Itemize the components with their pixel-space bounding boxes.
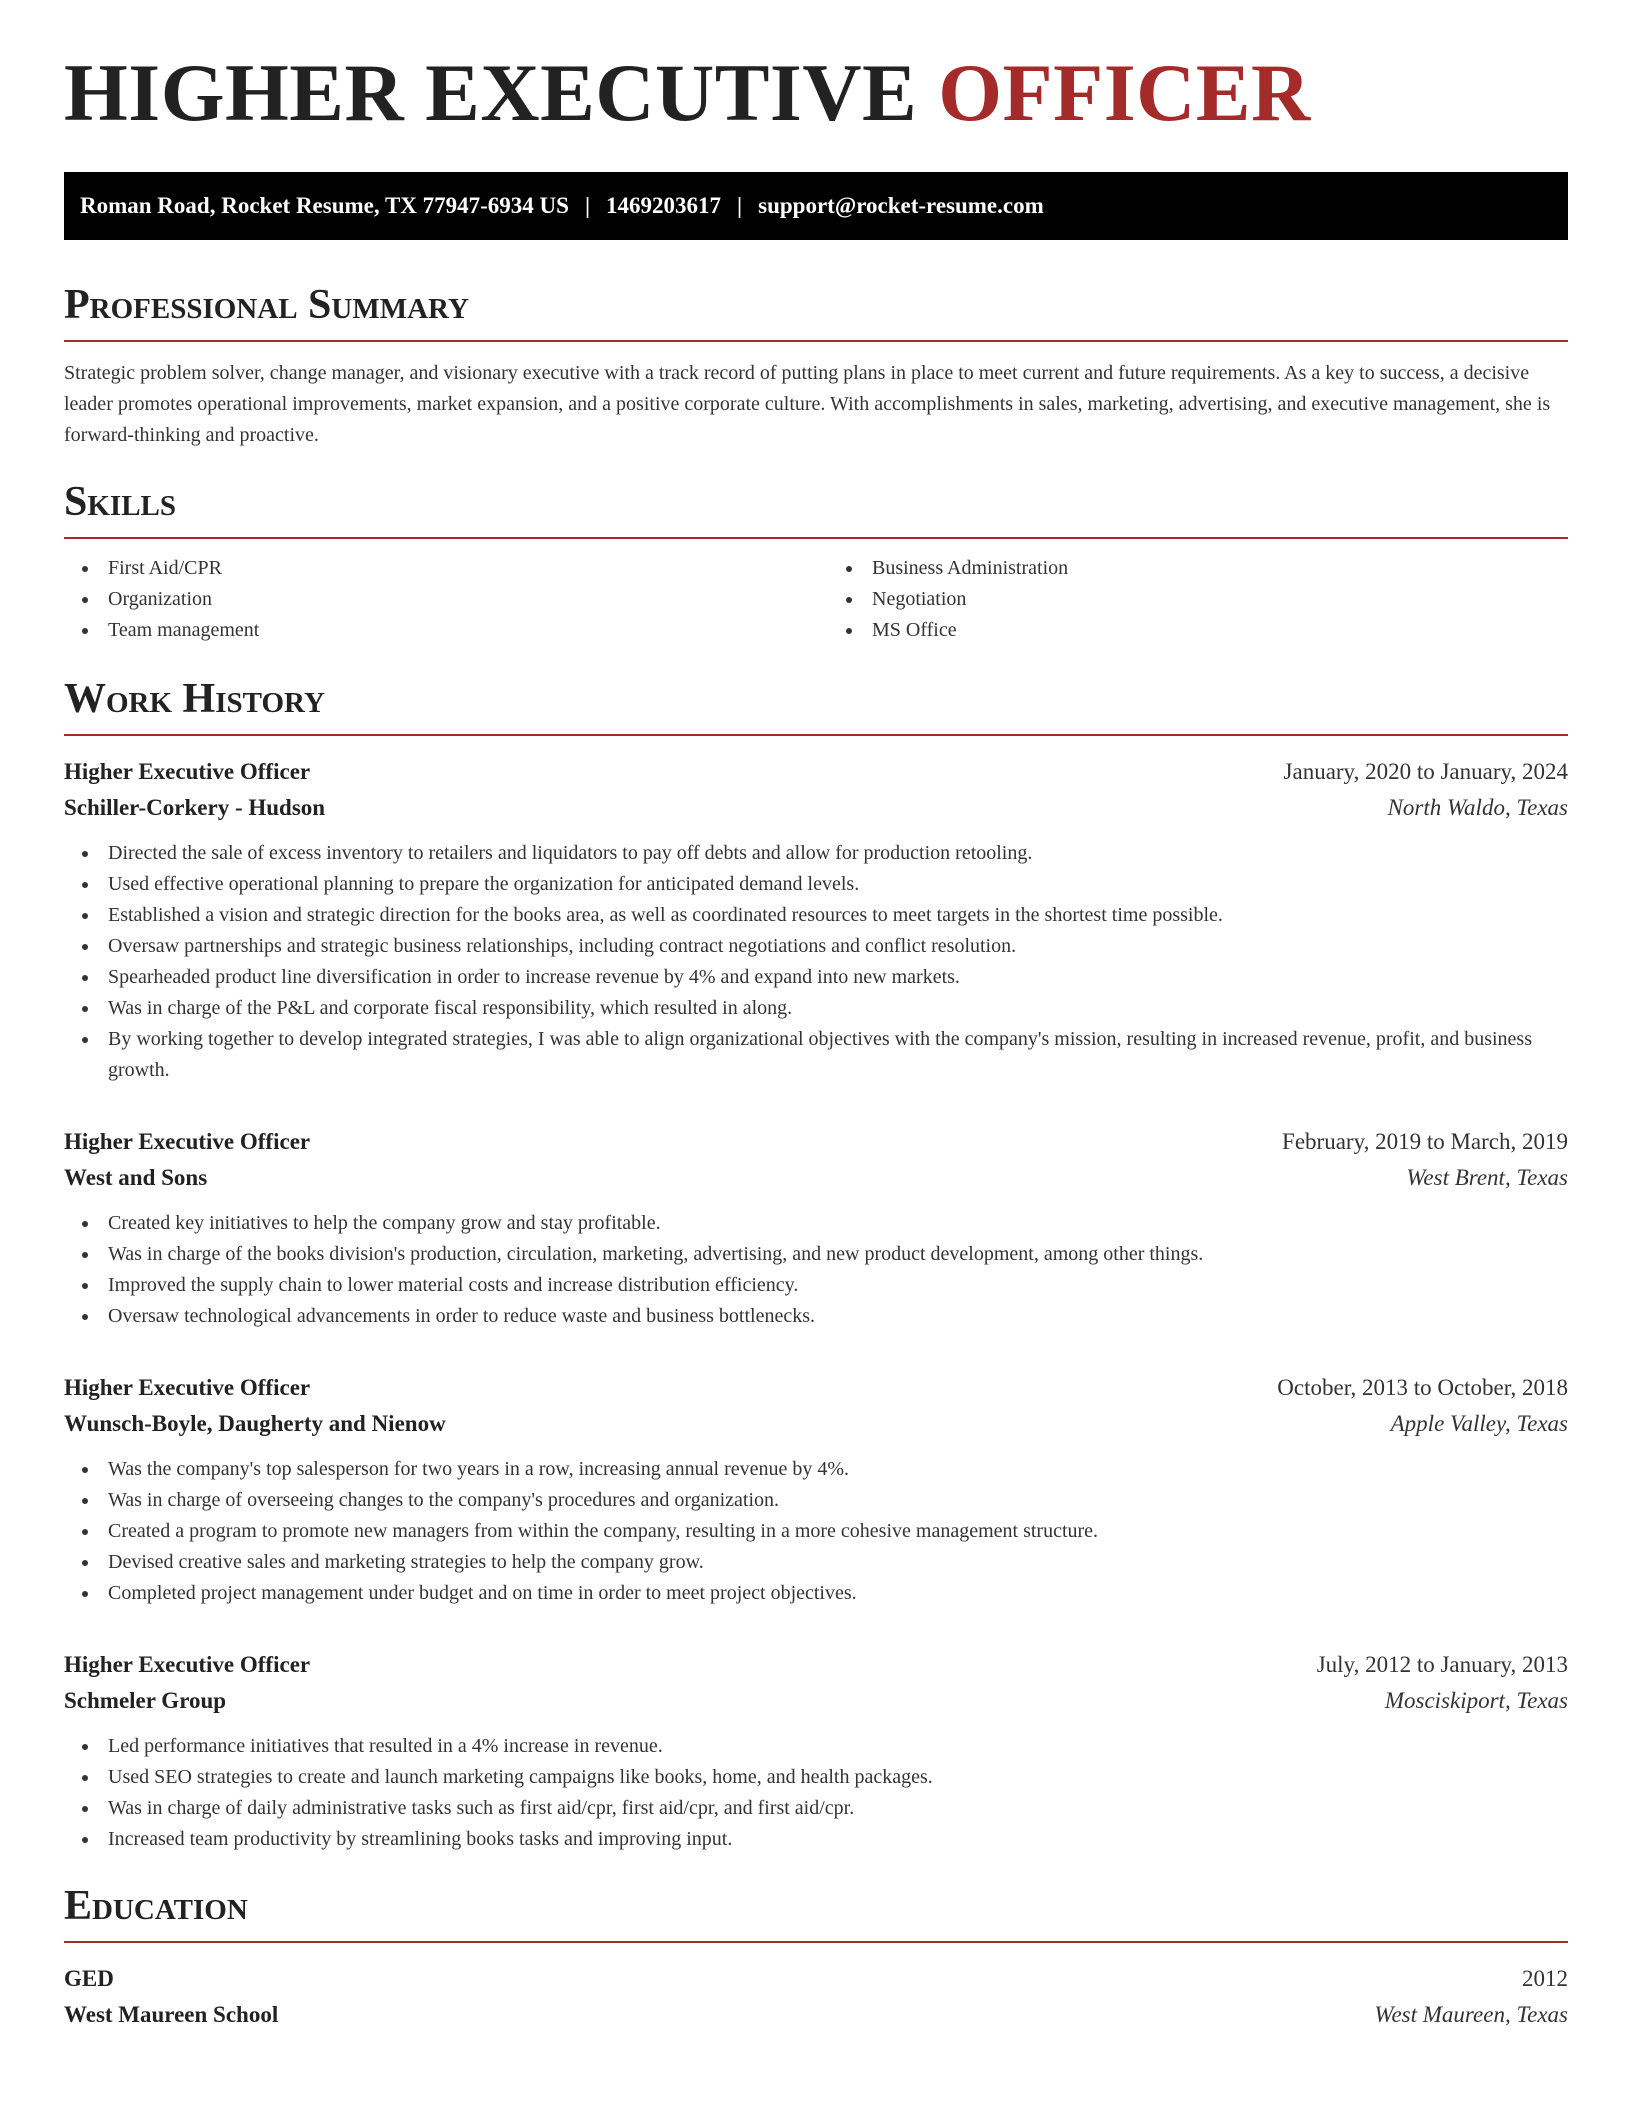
job-bullet: Created a program to promote new managers from within the company, resulting in a more cohesive management structure.	[64, 1516, 1568, 1547]
job-bullet: Improved the supply chain to lower material costs and increase distribution efficiency.	[64, 1270, 1568, 1301]
contact-bar	[64, 172, 1568, 240]
skills-grid	[64, 553, 1568, 646]
job-bullets	[64, 1454, 1568, 1609]
work-history-section	[64, 678, 1568, 1855]
job-bullet: Was in charge of the P&L and corporate fiscal responsibility, which resulted in along.	[64, 993, 1568, 1024]
skill-item: Team management	[64, 615, 804, 646]
job-title: Higher Executive Officer	[64, 1375, 311, 1400]
job-bullets	[64, 1208, 1568, 1332]
job-entry	[64, 754, 1568, 1086]
resume-name	[64, 47, 1568, 138]
name-accent: OFFICER	[938, 47, 1311, 138]
job-bullet: Was in charge of daily administrative tasks such as first aid/cpr, first aid/cpr, and first aid/cpr.	[64, 1793, 1568, 1824]
job-bullet: Spearheaded product line diversification in order to increase revenue by 4% and expand into new markets.	[64, 962, 1568, 993]
job-bullet: Used effective operational planning to prepare the organization for anticipated demand levels.	[64, 869, 1568, 900]
job-bullet: Devised creative sales and marketing strategies to help the company grow.	[64, 1547, 1568, 1578]
job-location: West Brent, Texas	[1406, 1165, 1568, 1190]
job-company: Schiller-Corkery - Hudson	[64, 795, 326, 820]
job-entry	[64, 1370, 1568, 1609]
job-bullet: Was in charge of the books division's production, circulation, marketing, advertising, and new product development, among other things.	[64, 1239, 1568, 1270]
contact-separator: |	[584, 193, 591, 218]
skills-section	[64, 481, 1568, 646]
job-title: Higher Executive Officer	[64, 759, 311, 784]
job-bullet: Was in charge of overseeing changes to the company's procedures and organization.	[64, 1485, 1568, 1516]
contact-separator: |	[737, 193, 743, 218]
job-bullet: Directed the sale of excess inventory to retailers and liquidators to pay off debts and allow for production retooling.	[64, 838, 1568, 869]
section-title-work-history: Work History	[64, 678, 1568, 736]
section-title-education: Education	[64, 1885, 1568, 1943]
contact-address: Roman Road, Rocket Resume, TX 77947-6934 US	[80, 193, 569, 218]
skill-item: Business Administration	[828, 553, 1568, 584]
job-bullet: Was the company's top salesperson for two years in a row, increasing annual revenue by 4%.	[64, 1454, 1568, 1485]
skill-item: MS Office	[828, 615, 1568, 646]
job-bullet: Created key initiatives to help the company grow and stay profitable.	[64, 1208, 1568, 1239]
contact-phone: 1469203617	[606, 193, 722, 218]
job-entry	[64, 1124, 1568, 1332]
job-dates: February, 2019 to March, 2019	[1282, 1129, 1568, 1154]
education-school: West Maureen School	[64, 2002, 279, 2027]
skill-item: Negotiation	[828, 584, 1568, 615]
summary-text: Strategic problem solver, change manager, and visionary executive with a track record of putting plans in place to meet current and future requirements. As a key to success, a decisive leader promotes operational improvements, market expansion, and a positive corporate culture. With accomplishments in sales, marketing, advertising, and executive management, she is forward-thinking and proactive.	[64, 362, 1551, 446]
job-bullet: Led performance initiatives that resulted in a 4% increase in revenue.	[64, 1731, 1568, 1762]
job-title: Higher Executive Officer	[64, 1652, 311, 1677]
skills-list-left	[64, 553, 804, 646]
job-bullets	[64, 838, 1568, 1086]
job-dates: October, 2013 to October, 2018	[1277, 1375, 1568, 1400]
section-title-summary: Professional Summary	[64, 284, 1568, 342]
education-section	[64, 1885, 1568, 2033]
job-bullet: Established a vision and strategic direction for the books area, as well as coordinated resources to meet targets in the shortest time possible.	[64, 900, 1568, 931]
name-main: HIGHER EXECUTIVE	[64, 47, 939, 138]
job-bullet: Oversaw technological advancements in order to reduce waste and business bottlenecks.	[64, 1301, 1568, 1332]
job-title: Higher Executive Officer	[64, 1129, 311, 1154]
job-bullet: Oversaw partnerships and strategic business relationships, including contract negotiations and conflict resolution.	[64, 931, 1568, 962]
skill-item: Organization	[64, 584, 804, 615]
job-company: West and Sons	[64, 1165, 208, 1190]
job-bullets	[64, 1731, 1568, 1855]
job-company: Wunsch-Boyle, Daugherty and Nienow	[64, 1411, 446, 1436]
education-location: West Maureen, Texas	[1374, 2002, 1568, 2027]
skills-list-right	[828, 553, 1568, 646]
job-location: Mosciskiport, Texas	[1384, 1688, 1568, 1713]
education-year: 2012	[1522, 1966, 1568, 1991]
job-bullet: Increased team productivity by streamlining books tasks and improving input.	[64, 1824, 1568, 1855]
job-dates: July, 2012 to January, 2013	[1316, 1652, 1568, 1677]
contact-email: support@rocket-resume.com	[758, 193, 1044, 218]
job-company: Schmeler Group	[64, 1688, 227, 1713]
job-bullet: Used SEO strategies to create and launch marketing campaigns like books, home, and health packages.	[64, 1762, 1568, 1793]
job-bullet: By working together to develop integrated strategies, I was able to align organizational objectives with the company's mission, resulting in increased revenue, profit, and business growth.	[64, 1024, 1568, 1086]
education-entry	[64, 1961, 1568, 2033]
section-title-skills: Skills	[64, 481, 1568, 539]
education-degree: GED	[64, 1966, 114, 1991]
job-location: North Waldo, Texas	[1387, 795, 1568, 820]
job-location: Apple Valley, Texas	[1390, 1411, 1568, 1436]
job-entry	[64, 1647, 1568, 1855]
skill-item: First Aid/CPR	[64, 553, 804, 584]
resume-page	[64, 0, 1568, 2033]
job-dates: January, 2020 to January, 2024	[1283, 759, 1568, 784]
summary-section	[64, 284, 1568, 451]
job-bullet: Completed project management under budget and on time in order to meet project objectives.	[64, 1578, 1568, 1609]
